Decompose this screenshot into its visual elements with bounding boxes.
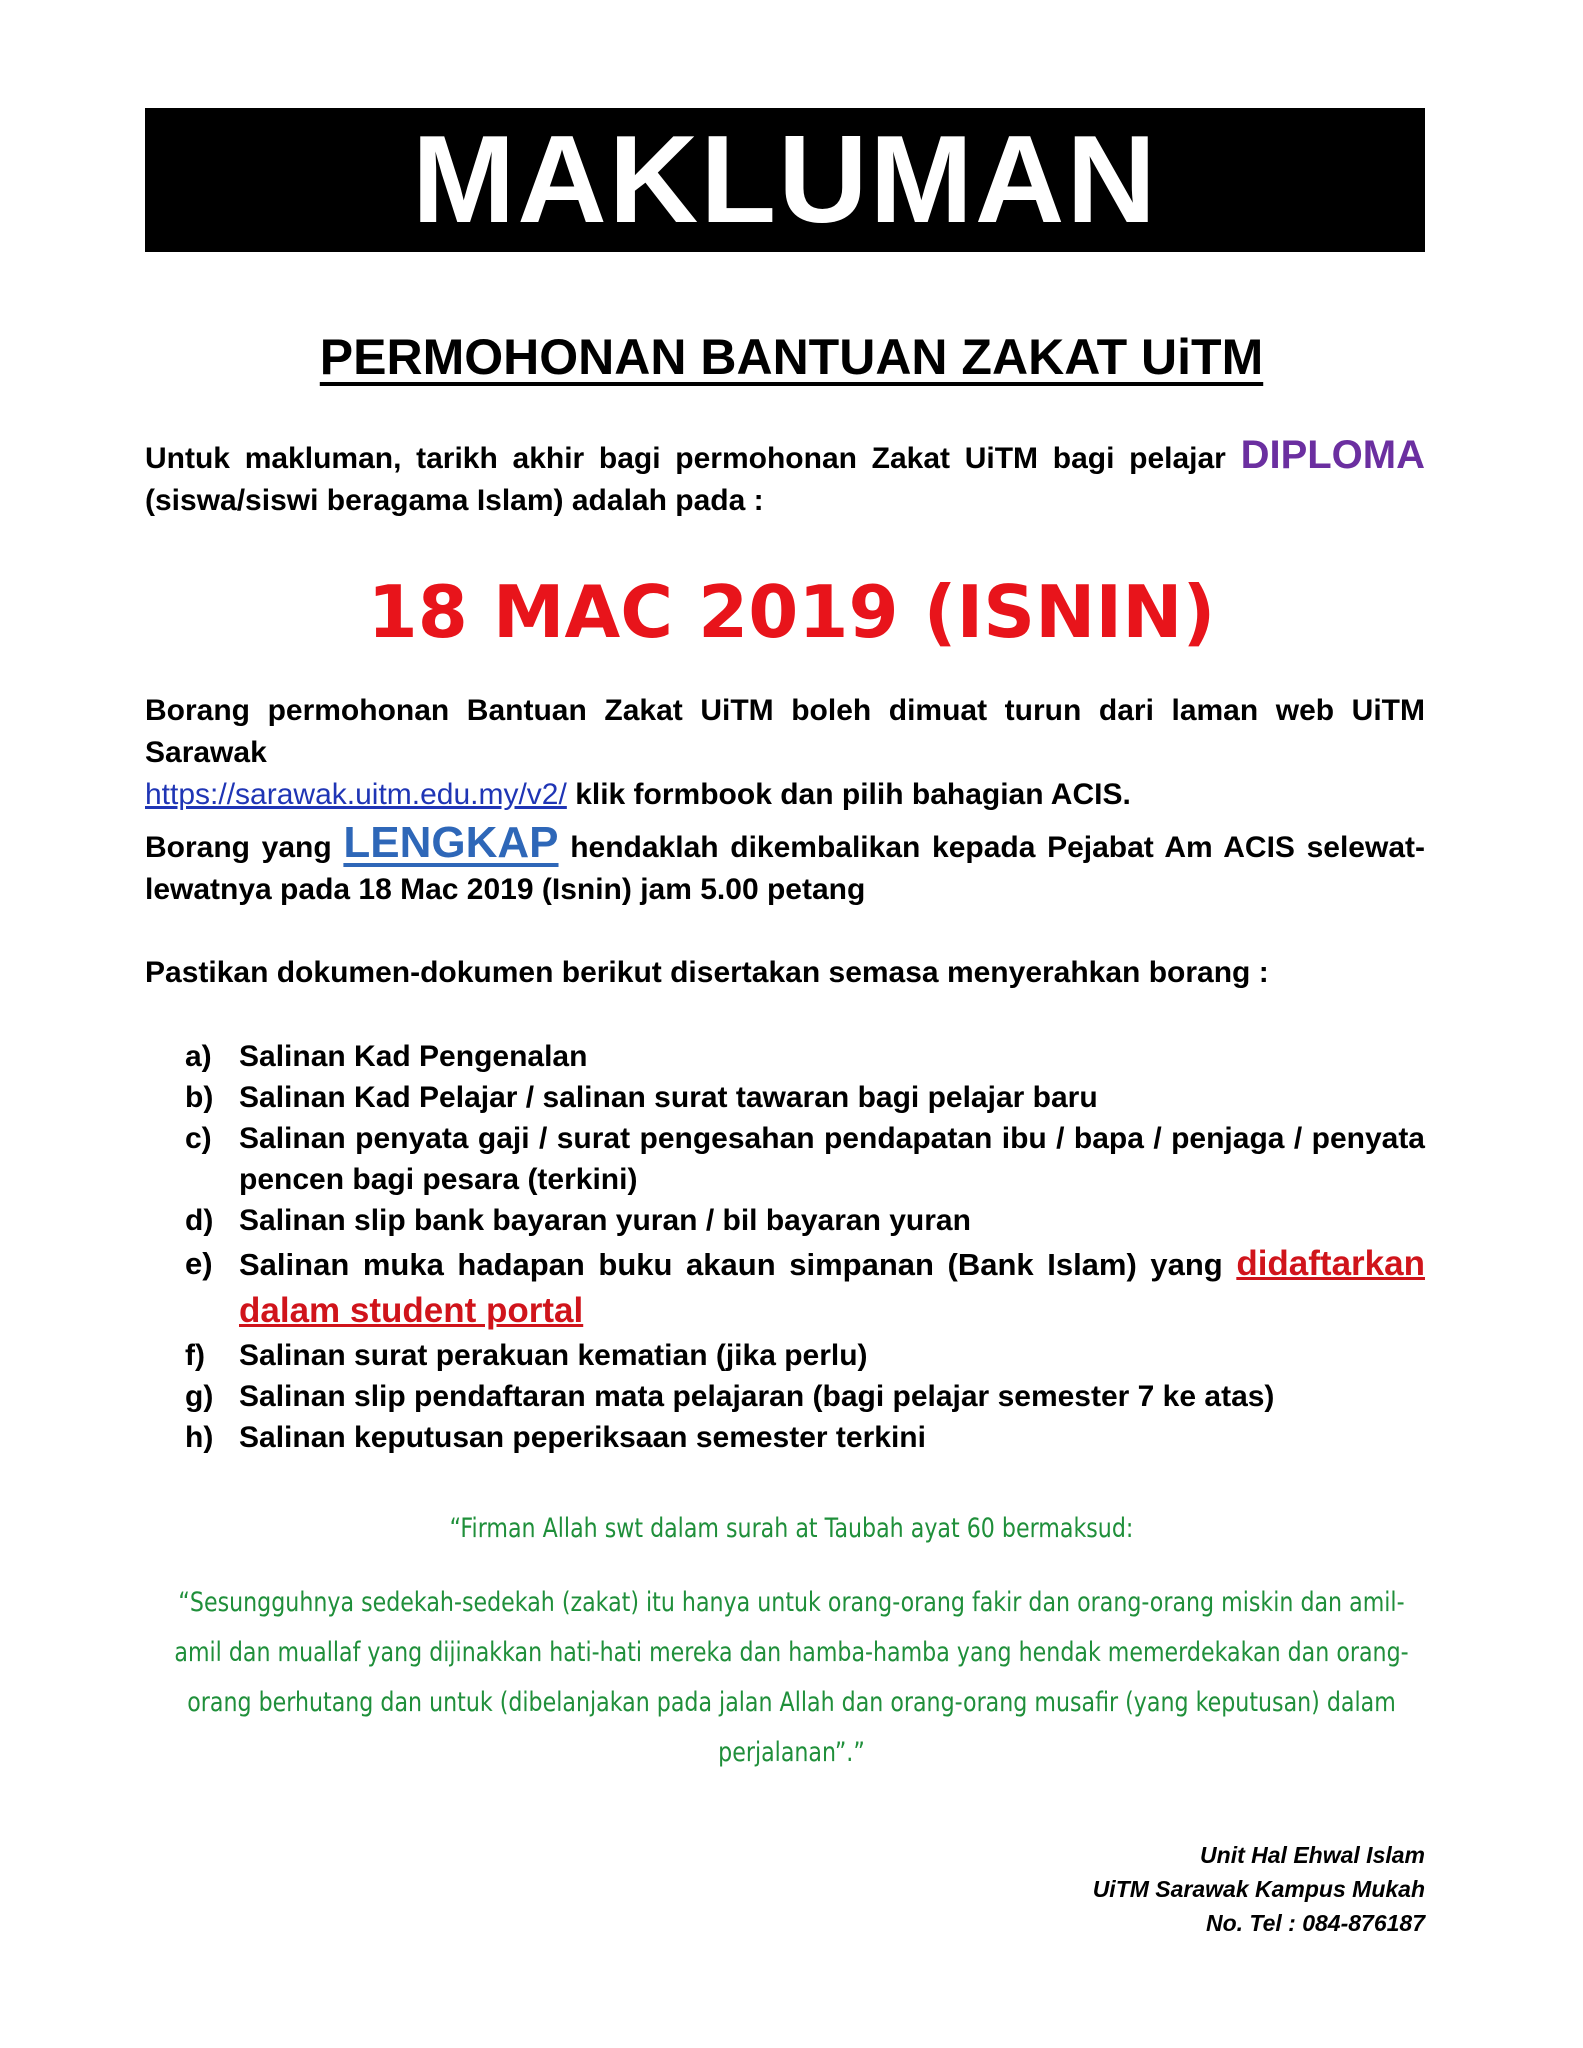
footer-phone: No. Tel : 084-876187 (1205, 1910, 1425, 1936)
list-text: Salinan slip bank bayaran yuran / bil bayaran yuran (239, 1204, 971, 1237)
list-item (185, 1376, 1425, 1417)
quote-body (126, 1578, 1457, 1778)
download-paragraph (145, 690, 1425, 816)
quote-intro: “Firman Allah swt dalam surah at Taubah ayat 60 bermaksud: (449, 1513, 1134, 1544)
intro-paragraph (145, 434, 1425, 522)
documents-list (185, 1036, 1425, 1458)
deadline-date: 18 MAC 2019 (ISNIN) (367, 570, 1216, 654)
submission-before: Borang yang (145, 831, 332, 864)
page-title (0, 328, 1583, 386)
list-marker: d) (185, 1204, 214, 1237)
submission-paragraph (145, 818, 1425, 911)
intro-text: Untuk makluman, tarikh akhir bagi permohonan Zakat UiTM bagi pelajar (145, 442, 1226, 475)
list-marker: a) (185, 1040, 212, 1073)
list-marker: e) (185, 1246, 213, 1281)
list-item (185, 1200, 1425, 1241)
list-marker: c) (185, 1122, 212, 1155)
banner-title: MAKLUMAN (411, 111, 1159, 249)
footer-campus: UiTM Sarawak Kampus Mukah (1092, 1876, 1425, 1902)
list-item (185, 1077, 1425, 1118)
list-text: Salinan penyata gaji / surat pengesahan pendapatan ibu / bapa / penjaga / penyata pencen bagi pesara (terkini) (239, 1122, 1425, 1196)
download-instruction: klik formbook dan pilih bahagian ACIS. (575, 778, 1131, 811)
quote-line-2: amil dan muallaf yang dijinakkan hati-hati mereka dan hamba-hamba yang hendak memerdekakan dan orang- (174, 1637, 1409, 1668)
list-text: Salinan slip pendaftaran mata pelajaran (bagi pelajar semester 7 ke atas) (239, 1380, 1275, 1413)
submission-line-2: lewatnya pada 18 Mac 2019 (Isnin) jam 5.00 petang (145, 873, 866, 906)
list-item (185, 1335, 1425, 1376)
list-item (185, 1036, 1425, 1077)
quote-line-4: perjalanan”.” (718, 1737, 865, 1768)
list-item (185, 1118, 1425, 1200)
submission-after: hendaklah dikembalikan kepada Pejabat Am ACIS selewat- (570, 831, 1425, 864)
download-text: Borang permohonan Bantuan Zakat UiTM boleh dimuat turun dari laman web UiTM Sarawak (145, 694, 1425, 769)
submission-line-1 (145, 818, 1425, 869)
diploma-highlight: DIPLOMA (1240, 433, 1425, 477)
list-marker: h) (185, 1421, 214, 1454)
list-item (185, 1417, 1425, 1458)
website-link[interactable]: https://sarawak.uitm.edu.my/v2/ (145, 778, 567, 811)
list-text-main: Salinan muka hadapan buku akaun simpanan (Bank Islam) yang (239, 1247, 1223, 1282)
list-marker: f) (185, 1339, 205, 1372)
intro-line-2: (siswa/siswi beragama Islam) adalah pada : (145, 484, 764, 517)
list-text: Salinan surat perakuan kematian (jika perlu) (239, 1339, 868, 1372)
lengkap-highlight: LENGKAP (343, 818, 559, 867)
documents-intro: Pastikan dokumen-dokumen berikut disertakan semasa menyerahkan borang : (145, 956, 1269, 989)
banner (145, 108, 1425, 252)
quote-line-3: orang berhutang dan untuk (dibelanjakan pada jalan Allah dan orang-orang musafir (yang keputusan) dalam (187, 1687, 1396, 1718)
intro-line-1 (145, 434, 1425, 480)
student-portal-highlight: didaftarkan dalam student portal (239, 1244, 1425, 1330)
signature-block (1093, 1838, 1425, 1940)
list-text: Salinan Kad Pelajar / salinan surat tawaran bagi pelajar baru (239, 1081, 1098, 1114)
footer-unit: Unit Hal Ehwal Islam (1200, 1842, 1425, 1868)
list-text: Salinan Kad Pengenalan (239, 1040, 588, 1073)
list-item (185, 1241, 1425, 1335)
list-text (239, 1241, 1425, 1335)
list-marker: b) (185, 1081, 214, 1114)
list-marker: g) (185, 1380, 214, 1413)
quote-line-1: “Sesungguhnya sedekah-sedekah (zakat) itu hanya untuk orang-orang fakir dan orang-orang miskin dan amil- (178, 1587, 1405, 1618)
list-text: Salinan keputusan peperiksaan semester terkini (239, 1421, 926, 1454)
page-title-text: PERMOHONAN BANTUAN ZAKAT UiTM (319, 329, 1264, 385)
